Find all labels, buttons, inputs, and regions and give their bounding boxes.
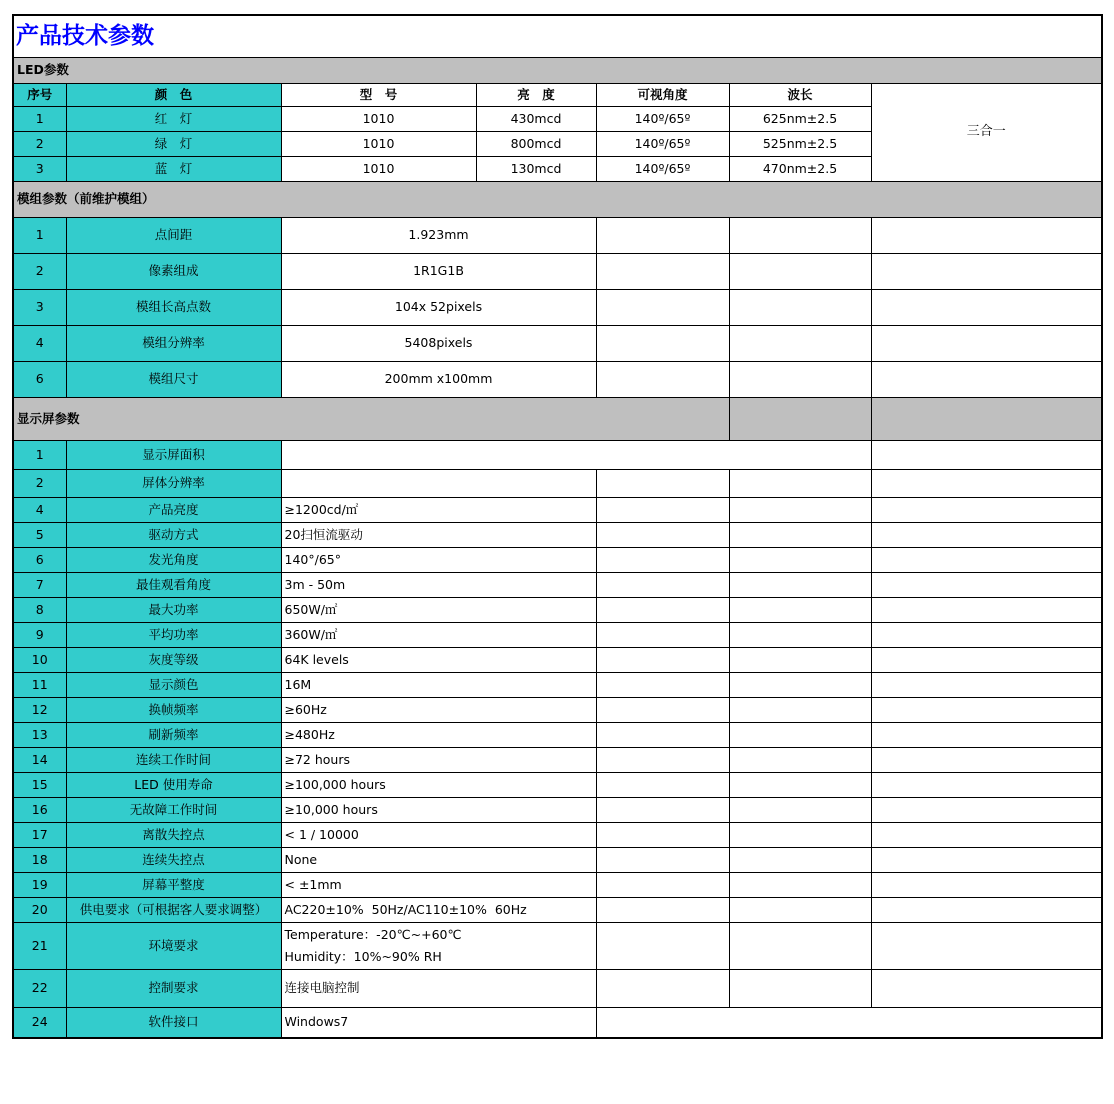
- led-header-brightness: 亮 度: [476, 83, 596, 106]
- display-row-value: < 1 / 10000: [281, 822, 596, 847]
- led-row-brightness: 800mcd: [476, 131, 596, 156]
- display-row-value: 16M: [281, 672, 596, 697]
- empty-cell: [596, 647, 729, 672]
- empty-cell: [729, 622, 871, 647]
- display-row: [13, 1007, 1102, 1038]
- display-row: [13, 672, 1102, 697]
- display-row-value: ≥10,000 hours: [281, 797, 596, 822]
- module-band-row: [13, 181, 1102, 217]
- empty-cell: [871, 822, 1102, 847]
- display-row: [13, 822, 1102, 847]
- led-header-color: 颜 色: [66, 83, 281, 106]
- display-row-value: ≥480Hz: [281, 722, 596, 747]
- display-row-label: 无故障工作时间: [66, 797, 281, 822]
- empty-cell: [871, 597, 1102, 622]
- display-row-label: 显示屏面积: [66, 440, 281, 469]
- display-row-label: 连续失控点: [66, 847, 281, 872]
- display-row-value: [281, 922, 596, 969]
- display-row: [13, 922, 1102, 969]
- empty-cell: [871, 772, 1102, 797]
- display-row-no: 18: [13, 847, 66, 872]
- led-row-wavelength: 525nm±2.5: [729, 131, 871, 156]
- led-header-model: 型 号: [281, 83, 476, 106]
- display-row-no: 10: [13, 647, 66, 672]
- empty-cell: [596, 922, 729, 969]
- display-row: [13, 969, 1102, 1007]
- empty-cell: [596, 572, 729, 597]
- module-row-no: 3: [13, 289, 66, 325]
- led-note-three-in-one: 三合一: [871, 83, 1102, 181]
- display-row-no: 21: [13, 922, 66, 969]
- empty-cell: [871, 847, 1102, 872]
- display-row-label: 最大功率: [66, 597, 281, 622]
- empty-cell: [596, 747, 729, 772]
- empty-cell: [596, 847, 729, 872]
- empty-cell: [871, 697, 1102, 722]
- display-row-label: 平均功率: [66, 622, 281, 647]
- display-row-value: None: [281, 847, 596, 872]
- led-row-model: 1010: [281, 131, 476, 156]
- display-row-no: 2: [13, 469, 66, 497]
- display-row: [13, 622, 1102, 647]
- display-row-no: 24: [13, 1007, 66, 1038]
- empty-cell: [729, 597, 871, 622]
- display-row-no: 1: [13, 440, 66, 469]
- module-row-value: 1R1G1B: [281, 253, 596, 289]
- empty-cell: [871, 325, 1102, 361]
- display-row-value-line: Humidity：10%~90% RH: [284, 948, 442, 964]
- empty-cell: [729, 522, 871, 547]
- module-row: [13, 289, 1102, 325]
- display-row: [13, 547, 1102, 572]
- display-row-value: < ±1mm: [281, 872, 596, 897]
- section-band-display: 显示屏参数: [13, 397, 729, 440]
- empty-cell: [596, 969, 729, 1007]
- display-row: [13, 572, 1102, 597]
- display-row: [13, 647, 1102, 672]
- page-title: 产品技术参数: [13, 15, 1102, 57]
- display-row: [13, 497, 1102, 522]
- led-header-serial: 序号: [13, 83, 66, 106]
- empty-cell: [729, 325, 871, 361]
- display-row-label: 产品亮度: [66, 497, 281, 522]
- empty-cell: [871, 872, 1102, 897]
- spec-table: [12, 14, 1103, 1039]
- module-row-no: 4: [13, 325, 66, 361]
- empty-cell: [729, 469, 871, 497]
- empty-cell: [729, 797, 871, 822]
- empty-cell: [729, 361, 871, 397]
- led-row-view-angle: 140º/65º: [596, 156, 729, 181]
- empty-cell: [596, 253, 729, 289]
- display-band-row: [13, 397, 1102, 440]
- display-row-no: 9: [13, 622, 66, 647]
- display-row-no: 7: [13, 572, 66, 597]
- section-band-module: 模组参数（前维护模组）: [13, 181, 1102, 217]
- empty-cell: [596, 872, 729, 897]
- display-row: [13, 772, 1102, 797]
- empty-cell: [729, 697, 871, 722]
- display-row-no: 22: [13, 969, 66, 1007]
- display-row-label: 刷新频率: [66, 722, 281, 747]
- empty-cell: [729, 647, 871, 672]
- empty-cell: [871, 440, 1102, 469]
- empty-cell: [596, 722, 729, 747]
- empty-cell: [596, 289, 729, 325]
- empty-cell: [871, 722, 1102, 747]
- display-row-label: 供电要求（可根据客人要求调整）: [66, 897, 281, 922]
- module-row-no: 2: [13, 253, 66, 289]
- empty-cell: [729, 922, 871, 969]
- module-row-value: 104x 52pixels: [281, 289, 596, 325]
- display-row-value: 360W/㎡: [281, 622, 596, 647]
- empty-cell: [871, 547, 1102, 572]
- empty-cell: [596, 672, 729, 697]
- module-row-value: 5408pixels: [281, 325, 596, 361]
- module-row: [13, 217, 1102, 253]
- led-header-wavelength: 波长: [729, 83, 871, 106]
- display-row-no: 8: [13, 597, 66, 622]
- led-row-brightness: 430mcd: [476, 106, 596, 131]
- display-row: [13, 440, 1102, 469]
- module-row-label: 模组长高点数: [66, 289, 281, 325]
- empty-cell: [871, 497, 1102, 522]
- display-row-no: 5: [13, 522, 66, 547]
- display-row-value: AC220±10% 50Hz/AC110±10% 60Hz: [281, 897, 596, 922]
- led-row-view-angle: 140º/65º: [596, 106, 729, 131]
- display-row-value: 3m - 50m: [281, 572, 596, 597]
- empty-cell: [871, 647, 1102, 672]
- led-row-wavelength: 625nm±2.5: [729, 106, 871, 131]
- display-row-no: 20: [13, 897, 66, 922]
- empty-cell: [871, 797, 1102, 822]
- led-band-row: [13, 57, 1102, 83]
- module-row-no: 1: [13, 217, 66, 253]
- display-row-label: 屏幕平整度: [66, 872, 281, 897]
- empty-cell: [871, 361, 1102, 397]
- empty-cell: [596, 1007, 1102, 1038]
- empty-cell: [871, 572, 1102, 597]
- empty-cell: [871, 897, 1102, 922]
- display-row-label: 发光角度: [66, 547, 281, 572]
- module-row-label: 点间距: [66, 217, 281, 253]
- empty-cell: [729, 547, 871, 572]
- empty-cell: [729, 253, 871, 289]
- display-row-value-line: Temperature：-20℃~+60℃: [284, 926, 462, 942]
- display-row-no: 11: [13, 672, 66, 697]
- led-row-no: 2: [13, 131, 66, 156]
- display-row-label: 最佳观看角度: [66, 572, 281, 597]
- module-row-value: 200mm x100mm: [281, 361, 596, 397]
- display-row-no: 15: [13, 772, 66, 797]
- display-row-no: 13: [13, 722, 66, 747]
- display-row-label: 灰度等级: [66, 647, 281, 672]
- empty-cell: [871, 522, 1102, 547]
- display-row-no: 6: [13, 547, 66, 572]
- empty-cell: [729, 289, 871, 325]
- empty-cell: [596, 217, 729, 253]
- display-row-label: 离散失控点: [66, 822, 281, 847]
- empty-cell: [596, 361, 729, 397]
- led-row-no: 3: [13, 156, 66, 181]
- display-row-no: 16: [13, 797, 66, 822]
- display-row: [13, 722, 1102, 747]
- module-row: [13, 361, 1102, 397]
- band-empty-cell: [871, 397, 1102, 440]
- display-row-no: 19: [13, 872, 66, 897]
- empty-cell: [729, 969, 871, 1007]
- display-row: [13, 847, 1102, 872]
- led-row-model: 1010: [281, 106, 476, 131]
- display-row-no: 14: [13, 747, 66, 772]
- empty-cell: [729, 822, 871, 847]
- display-row-value: 20扫恒流驱动: [281, 522, 596, 547]
- led-header-view-angle: 可视角度: [596, 83, 729, 106]
- empty-cell: [596, 547, 729, 572]
- display-row: [13, 469, 1102, 497]
- display-row-label: 环境要求: [66, 922, 281, 969]
- empty-cell: [871, 469, 1102, 497]
- display-row-value: ≥1200cd/㎡: [281, 497, 596, 522]
- display-row-value: [281, 440, 871, 469]
- empty-cell: [871, 747, 1102, 772]
- empty-cell: [596, 622, 729, 647]
- module-row: [13, 325, 1102, 361]
- empty-cell: [871, 217, 1102, 253]
- empty-cell: [871, 922, 1102, 969]
- display-row-label: 驱动方式: [66, 522, 281, 547]
- empty-cell: [596, 325, 729, 361]
- empty-cell: [729, 497, 871, 522]
- empty-cell: [596, 697, 729, 722]
- empty-cell: [596, 822, 729, 847]
- empty-cell: [871, 289, 1102, 325]
- section-band-led: LED参数: [13, 57, 1102, 83]
- module-row-label: 像素组成: [66, 253, 281, 289]
- empty-cell: [596, 497, 729, 522]
- empty-cell: [596, 522, 729, 547]
- led-row-color: 蓝 灯: [66, 156, 281, 181]
- empty-cell: [729, 847, 871, 872]
- empty-cell: [729, 897, 871, 922]
- display-row-value: [281, 469, 596, 497]
- display-row-value: 650W/㎡: [281, 597, 596, 622]
- empty-cell: [729, 572, 871, 597]
- display-row-no: 12: [13, 697, 66, 722]
- display-row-label: 换帧频率: [66, 697, 281, 722]
- display-row-value: 连接电脑控制: [281, 969, 596, 1007]
- display-row-value: ≥100,000 hours: [281, 772, 596, 797]
- led-row-no: 1: [13, 106, 66, 131]
- led-row-model: 1010: [281, 156, 476, 181]
- display-row-label: 控制要求: [66, 969, 281, 1007]
- empty-cell: [871, 253, 1102, 289]
- empty-cell: [871, 622, 1102, 647]
- title-row: [13, 15, 1102, 57]
- display-row: [13, 597, 1102, 622]
- module-row-label: 模组尺寸: [66, 361, 281, 397]
- display-row: [13, 697, 1102, 722]
- led-row-wavelength: 470nm±2.5: [729, 156, 871, 181]
- display-row: [13, 522, 1102, 547]
- display-row-label: 屏体分辨率: [66, 469, 281, 497]
- display-row: [13, 747, 1102, 772]
- empty-cell: [596, 797, 729, 822]
- empty-cell: [871, 672, 1102, 697]
- led-row-color: 红 灯: [66, 106, 281, 131]
- empty-cell: [729, 722, 871, 747]
- empty-cell: [729, 672, 871, 697]
- display-row: [13, 797, 1102, 822]
- empty-cell: [596, 597, 729, 622]
- empty-cell: [729, 747, 871, 772]
- display-row-label: 连续工作时间: [66, 747, 281, 772]
- display-row-value: ≥72 hours: [281, 747, 596, 772]
- led-row-view-angle: 140º/65º: [596, 131, 729, 156]
- empty-cell: [871, 969, 1102, 1007]
- empty-cell: [596, 772, 729, 797]
- led-row-color: 绿 灯: [66, 131, 281, 156]
- display-row-value: Windows7: [281, 1007, 596, 1038]
- display-row: [13, 872, 1102, 897]
- empty-cell: [596, 469, 729, 497]
- led-row-brightness: 130mcd: [476, 156, 596, 181]
- module-row-no: 6: [13, 361, 66, 397]
- display-row: [13, 897, 1102, 922]
- display-row-no: 17: [13, 822, 66, 847]
- empty-cell: [729, 772, 871, 797]
- display-row-label: 显示颜色: [66, 672, 281, 697]
- empty-cell: [729, 872, 871, 897]
- display-row-value: ≥60Hz: [281, 697, 596, 722]
- display-row-value: 140°/65°: [281, 547, 596, 572]
- display-row-no: 4: [13, 497, 66, 522]
- led-header-row: [13, 83, 1102, 106]
- display-row-label: LED 使用寿命: [66, 772, 281, 797]
- display-row-value: 64K levels: [281, 647, 596, 672]
- empty-cell: [596, 897, 729, 922]
- display-row-label: 软件接口: [66, 1007, 281, 1038]
- module-row-value: 1.923mm: [281, 217, 596, 253]
- module-row-label: 模组分辨率: [66, 325, 281, 361]
- empty-cell: [729, 217, 871, 253]
- band-empty-cell: [729, 397, 871, 440]
- module-row: [13, 253, 1102, 289]
